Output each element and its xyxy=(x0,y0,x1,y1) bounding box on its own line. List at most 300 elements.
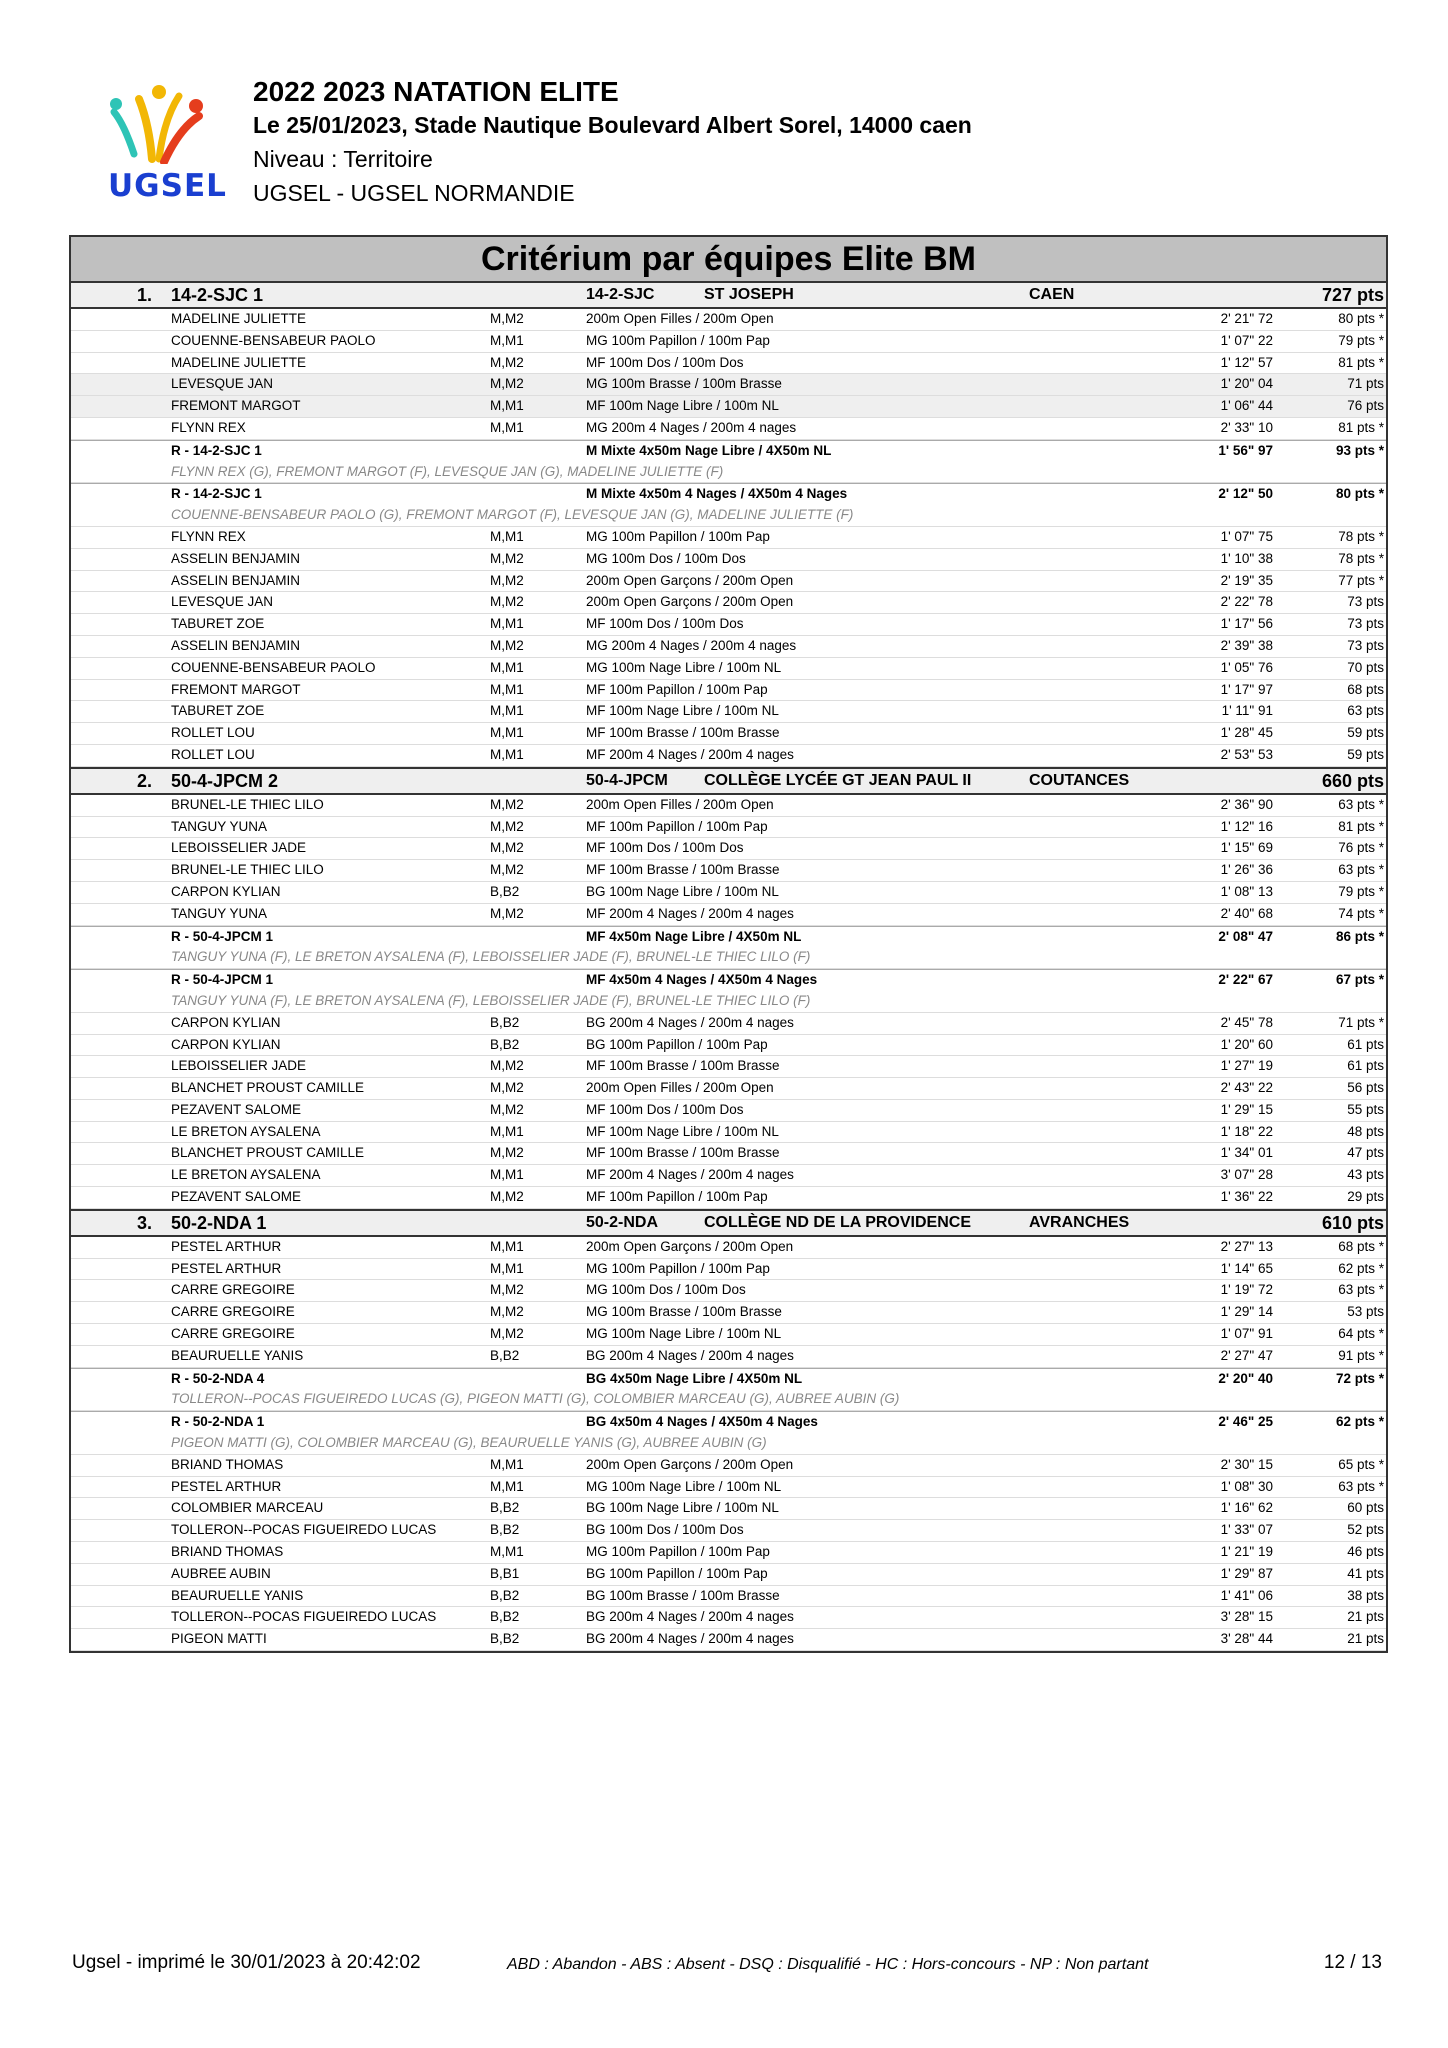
event-name: BG 100m Nage Libre / 100m NL xyxy=(586,883,779,899)
result-time: 3' 07" 28 xyxy=(1220,1167,1273,1183)
result-row xyxy=(71,353,1386,375)
result-points: 80 pts * xyxy=(1335,486,1384,502)
result-row xyxy=(71,571,1386,593)
result-points: 53 pts xyxy=(1347,1304,1384,1320)
result-points: 29 pts xyxy=(1347,1189,1384,1205)
result-time: 1' 29" 15 xyxy=(1220,1101,1273,1117)
result-row xyxy=(71,1035,1386,1057)
result-row xyxy=(71,636,1386,658)
result-points: 73 pts xyxy=(1347,616,1384,632)
swimmer-name: BEAURUELLE YANIS xyxy=(171,1587,304,1603)
swimmer-category: M,M1 xyxy=(490,1260,524,1276)
results-table xyxy=(69,235,1388,1653)
swimmer-category: M,M1 xyxy=(490,681,524,697)
relay-members-row xyxy=(71,947,1386,969)
swimmer-category: B,B2 xyxy=(490,1522,520,1538)
result-points: 47 pts xyxy=(1347,1145,1384,1161)
event-name: MG 100m Papillon / 100m Pap xyxy=(586,1260,770,1276)
result-time: 1' 16" 62 xyxy=(1220,1500,1273,1516)
swimmer-category: B,B2 xyxy=(490,1014,520,1030)
event-name: MF 4x50m Nage Libre / 4X50m NL xyxy=(586,928,802,944)
event-name: BG 100m Brasse / 100m Brasse xyxy=(586,1587,780,1603)
swimmer-name: TOLLERON--POCAS FIGUEIREDO LUCAS xyxy=(171,1609,437,1625)
result-time: 2' 43" 22 xyxy=(1220,1080,1273,1096)
event-name: MG 100m Nage Libre / 100m NL xyxy=(586,659,782,675)
swimmer-name: FREMONT MARGOT xyxy=(171,398,301,414)
result-points: 43 pts xyxy=(1347,1167,1384,1183)
swimmer-name: R - 50-2-NDA 1 xyxy=(171,1414,265,1430)
result-points: 80 pts * xyxy=(1338,311,1384,326)
swimmer-category: M,M1 xyxy=(490,1544,524,1560)
swimmer-name: PEZAVENT SALOME xyxy=(171,1189,302,1205)
result-time: 2' 36" 90 xyxy=(1220,796,1273,812)
relay-members: COUENNE-BENSABEUR PAOLO (G), FREMONT MARGOT (F), LEVESQUE JAN (G), MADELINE JULIETTE (F) xyxy=(171,507,854,523)
result-time: 1' 41" 06 xyxy=(1220,1587,1273,1603)
swimmer-category: M,M2 xyxy=(490,376,524,392)
swimmer-category: M,M1 xyxy=(490,528,524,544)
swimmer-name: R - 50-2-NDA 4 xyxy=(171,1370,265,1386)
event-name: MF 200m 4 Nages / 200m 4 nages xyxy=(586,746,794,762)
result-time: 2' 45" 78 xyxy=(1220,1014,1273,1030)
result-row xyxy=(71,838,1386,860)
result-points: 61 pts xyxy=(1347,1058,1384,1074)
swimmer-name: BRIAND THOMAS xyxy=(171,1544,284,1560)
swimmer-category: B,B2 xyxy=(490,1587,520,1603)
event-name: MF 100m Brasse / 100m Brasse xyxy=(586,1058,780,1074)
event-name: MF 100m Papillon / 100m Pap xyxy=(586,818,768,834)
relay-members: FLYNN REX (G), FREMONT MARGOT (F), LEVESQUE JAN (G), MADELINE JULIETTE (F) xyxy=(171,463,724,479)
swimmer-name: ASSELIN BENJAMIN xyxy=(171,572,301,588)
result-time: 2' 22" 78 xyxy=(1220,594,1273,610)
swimmer-name: COLOMBIER MARCEAU xyxy=(171,1500,324,1516)
event-name: MF 100m Brasse / 100m Brasse xyxy=(586,725,780,741)
result-time: 2' 39" 38 xyxy=(1220,637,1273,653)
swimmer-name: LE BRETON AYSALENA xyxy=(171,1123,321,1139)
result-time: 2' 53" 53 xyxy=(1220,746,1273,762)
result-row xyxy=(71,1302,1386,1324)
swimmer-category: M,M2 xyxy=(490,572,524,588)
result-points: 63 pts * xyxy=(1338,1282,1384,1298)
event-name: MF 100m Dos / 100m Dos xyxy=(586,1101,744,1117)
event-name: MG 100m Nage Libre / 100m NL xyxy=(586,1478,782,1494)
result-points: 68 pts xyxy=(1347,681,1384,697)
result-time: 1' 07" 22 xyxy=(1220,332,1273,348)
result-points: 62 pts * xyxy=(1335,1414,1384,1430)
event-name: MF 4x50m 4 Nages / 4X50m 4 Nages xyxy=(586,972,818,988)
competition-level: Niveau : Territoire xyxy=(253,146,433,172)
swimmer-category: M,M2 xyxy=(490,594,524,610)
result-time: 2' 40" 68 xyxy=(1220,905,1273,921)
swimmer-category: M,M2 xyxy=(490,637,524,653)
result-points: 70 pts xyxy=(1347,659,1384,675)
event-name: M Mixte 4x50m 4 Nages / 4X50m 4 Nages xyxy=(586,486,848,502)
swimmer-name: CARRE GREGOIRE xyxy=(171,1326,295,1342)
relay-members-row xyxy=(71,1389,1386,1411)
result-points: 78 pts * xyxy=(1338,528,1384,544)
team-club: ST JOSEPH xyxy=(704,286,794,303)
event-name: BG 100m Nage Libre / 100m NL xyxy=(586,1500,779,1516)
swimmer-name: LE BRETON AYSALENA xyxy=(171,1167,321,1183)
swimmer-name: FLYNN REX xyxy=(171,528,246,544)
result-row xyxy=(71,701,1386,723)
relay-row xyxy=(71,1411,1386,1433)
result-row xyxy=(71,331,1386,353)
result-row xyxy=(71,1629,1386,1651)
swimmer-name: TABURET ZOE xyxy=(171,703,265,719)
result-time: 1' 27" 19 xyxy=(1220,1058,1273,1074)
ugsel-logo xyxy=(104,74,227,214)
result-points: 91 pts * xyxy=(1338,1347,1384,1363)
competition-org: UGSEL - UGSEL NORMANDIE xyxy=(253,180,575,206)
result-points: 63 pts * xyxy=(1338,1478,1384,1494)
swimmer-name: R - 14-2-SJC 1 xyxy=(171,486,262,502)
team-city: COUTANCES xyxy=(1029,771,1130,789)
result-row xyxy=(71,1122,1386,1144)
swimmer-name: LEVESQUE JAN xyxy=(171,594,274,610)
relay-members-row xyxy=(71,1433,1386,1455)
result-time: 1' 34" 01 xyxy=(1220,1145,1273,1161)
event-name: BG 200m 4 Nages / 200m 4 nages xyxy=(586,1347,794,1363)
swimmer-category: B,B2 xyxy=(490,1631,520,1647)
swimmer-name: BLANCHET PROUST CAMILLE xyxy=(171,1145,365,1161)
event-name: MF 100m Brasse / 100m Brasse xyxy=(586,862,780,878)
swimmer-category: M,M1 xyxy=(490,725,524,741)
result-points: 59 pts xyxy=(1347,725,1384,741)
swimmer-name: BRIAND THOMAS xyxy=(171,1456,284,1472)
result-row xyxy=(71,882,1386,904)
result-points: 73 pts xyxy=(1347,637,1384,653)
event-name: MF 100m Brasse / 100m Brasse xyxy=(586,1145,780,1161)
swimmer-name: R - 14-2-SJC 1 xyxy=(171,442,262,458)
result-points: 60 pts xyxy=(1347,1500,1384,1516)
swimmer-category: M,M2 xyxy=(490,840,524,856)
swimmer-name: BEAURUELLE YANIS xyxy=(171,1347,304,1363)
team-code: 50-4-JPCM xyxy=(586,771,668,789)
team-rank: 1. xyxy=(137,285,153,305)
swimmer-name: COUENNE-BENSABEUR PAOLO xyxy=(171,332,376,348)
result-row xyxy=(71,904,1386,926)
swimmer-category: B,B1 xyxy=(490,1565,520,1581)
swimmer-name: ASSELIN BENJAMIN xyxy=(171,550,301,566)
result-time: 1' 10" 38 xyxy=(1220,550,1273,566)
result-points: 74 pts * xyxy=(1338,905,1384,921)
result-points: 63 pts * xyxy=(1338,796,1384,812)
swimmer-category: M,M1 xyxy=(490,332,524,348)
result-row xyxy=(71,1187,1386,1209)
result-row xyxy=(71,418,1386,440)
result-row xyxy=(71,817,1386,839)
swimmer-category: M,M2 xyxy=(490,905,524,921)
footer-printed: Ugsel - imprimé le 30/01/2023 à 20:42:02 xyxy=(72,1952,421,1973)
result-row xyxy=(71,374,1386,396)
result-points: 38 pts xyxy=(1347,1587,1384,1603)
swimmer-category: M,M1 xyxy=(490,419,524,435)
result-row xyxy=(71,396,1386,418)
result-time: 1' 18" 22 xyxy=(1220,1123,1273,1139)
result-points: 76 pts * xyxy=(1338,840,1384,856)
swimmer-category: M,M1 xyxy=(490,1456,524,1472)
result-time: 3' 28" 15 xyxy=(1220,1609,1273,1625)
swimmer-category: M,M1 xyxy=(490,398,524,414)
team-rank: 2. xyxy=(137,770,153,791)
relay-members-row xyxy=(71,991,1386,1013)
relay-row xyxy=(71,483,1386,505)
swimmer-name: CARPON KYLIAN xyxy=(171,1036,281,1052)
result-points: 55 pts xyxy=(1347,1101,1384,1117)
event-name: BG 200m 4 Nages / 200m 4 nages xyxy=(586,1014,794,1030)
swimmer-name: LEBOISSELIER JADE xyxy=(171,1058,307,1074)
result-time: 2' 21" 72 xyxy=(1220,311,1273,326)
result-time: 1' 56" 97 xyxy=(1218,442,1273,458)
result-row xyxy=(71,1324,1386,1346)
event-name: MF 100m Nage Libre / 100m NL xyxy=(586,703,779,719)
result-points: 41 pts xyxy=(1347,1565,1384,1581)
event-name: MG 100m Brasse / 100m Brasse xyxy=(586,376,782,392)
event-name: MF 100m Dos / 100m Dos xyxy=(586,616,744,632)
result-time: 1' 08" 30 xyxy=(1220,1478,1273,1494)
relay-members: TANGUY YUNA (F), LE BRETON AYSALENA (F), LEBOISSELIER JADE (F), BRUNEL-LE THIEC LILO (F) xyxy=(171,992,811,1008)
swimmer-name: TANGUY YUNA xyxy=(171,818,268,834)
relay-members: TANGUY YUNA (F), LE BRETON AYSALENA (F), LEBOISSELIER JADE (F), BRUNEL-LE THIEC LILO (F) xyxy=(171,949,811,965)
result-time: 1' 07" 75 xyxy=(1220,528,1273,544)
result-row xyxy=(71,1564,1386,1586)
result-time: 1' 26" 36 xyxy=(1220,862,1273,878)
result-time: 2' 33" 10 xyxy=(1220,419,1273,435)
swimmer-category: M,M2 xyxy=(490,1282,524,1298)
result-row xyxy=(71,745,1386,767)
swimmer-category: M,M1 xyxy=(490,1238,524,1254)
swimmer-category: M,M1 xyxy=(490,659,524,675)
result-row xyxy=(71,614,1386,636)
result-row xyxy=(71,658,1386,680)
swimmer-category: B,B2 xyxy=(490,1500,520,1516)
result-time: 2' 27" 13 xyxy=(1220,1238,1273,1254)
swimmer-category: M,M1 xyxy=(490,1167,524,1183)
team-club: COLLÈGE ND DE LA PROVIDENCE xyxy=(704,1213,971,1231)
event-name: MF 100m Nage Libre / 100m NL xyxy=(586,1123,779,1139)
swimmer-category: M,M2 xyxy=(490,311,524,326)
swimmer-name: ROLLET LOU xyxy=(171,725,255,741)
swimmer-name: CARPON KYLIAN xyxy=(171,1014,281,1030)
result-time: 1' 12" 16 xyxy=(1220,818,1273,834)
result-points: 21 pts xyxy=(1347,1631,1384,1647)
event-name: MF 100m Dos / 100m Dos xyxy=(586,840,744,856)
result-points: 61 pts xyxy=(1347,1036,1384,1052)
swimmer-category: M,M2 xyxy=(490,1080,524,1096)
event-name: MG 100m Nage Libre / 100m NL xyxy=(586,1326,782,1342)
event-name: BG 4x50m 4 Nages / 4X50m 4 Nages xyxy=(586,1414,818,1430)
result-points: 46 pts xyxy=(1347,1544,1384,1560)
result-points: 63 pts xyxy=(1347,703,1384,719)
event-name: M Mixte 4x50m Nage Libre / 4X50m NL xyxy=(586,442,832,458)
team-city: AVRANCHES xyxy=(1029,1213,1130,1231)
team-code: 50-2-NDA xyxy=(586,1213,659,1231)
result-row xyxy=(71,1542,1386,1564)
result-time: 1' 17" 97 xyxy=(1220,681,1273,697)
swimmer-name: MADELINE JULIETTE xyxy=(171,311,307,326)
result-row xyxy=(71,1259,1386,1281)
result-time: 1' 07" 91 xyxy=(1220,1326,1273,1342)
event-name: BG 100m Papillon / 100m Pap xyxy=(586,1565,768,1581)
result-points: 79 pts * xyxy=(1338,883,1384,899)
result-points: 71 pts xyxy=(1347,376,1384,392)
result-points: 93 pts * xyxy=(1335,442,1384,458)
event-name: MG 100m Papillon / 100m Pap xyxy=(586,528,770,544)
relay-members: TOLLERON--POCAS FIGUEIREDO LUCAS (G), PIGEON MATTI (G), COLOMBIER MARCEAU (G), AUBREE AUBIN (G) xyxy=(171,1391,900,1407)
result-time: 1' 15" 69 xyxy=(1220,840,1273,856)
event-name: 200m Open Filles / 200m Open xyxy=(586,796,774,812)
swimmer-category: M,M1 xyxy=(490,746,524,762)
result-row xyxy=(71,1280,1386,1302)
swimmer-name: PIGEON MATTI xyxy=(171,1631,267,1647)
footer-page-number: 12 / 13 xyxy=(1323,1952,1382,1973)
swimmer-category: B,B2 xyxy=(490,1609,520,1625)
event-name: BG 200m 4 Nages / 200m 4 nages xyxy=(586,1631,794,1647)
result-points: 52 pts xyxy=(1347,1522,1384,1538)
result-points: 79 pts * xyxy=(1338,332,1384,348)
result-row xyxy=(71,592,1386,614)
event-name: MG 200m 4 Nages / 200m 4 nages xyxy=(586,637,797,653)
event-name: MG 100m Papillon / 100m Pap xyxy=(586,1544,770,1560)
result-time: 1' 14" 65 xyxy=(1220,1260,1273,1276)
event-name: MF 200m 4 Nages / 200m 4 nages xyxy=(586,905,794,921)
event-name: MG 100m Brasse / 100m Brasse xyxy=(586,1304,782,1320)
relay-row xyxy=(71,969,1386,991)
result-row xyxy=(71,1520,1386,1542)
team-header xyxy=(71,283,1386,309)
result-time: 1' 20" 60 xyxy=(1220,1036,1273,1052)
swimmer-category: M,M2 xyxy=(490,550,524,566)
team-points: 727 pts xyxy=(1321,285,1384,305)
result-points: 67 pts * xyxy=(1335,972,1384,988)
swimmer-category: M,M2 xyxy=(490,1326,524,1342)
result-row xyxy=(71,1477,1386,1499)
swimmer-name: FREMONT MARGOT xyxy=(171,681,301,697)
relay-row xyxy=(71,926,1386,948)
result-row xyxy=(71,1078,1386,1100)
event-name: BG 100m Dos / 100m Dos xyxy=(586,1522,744,1538)
result-points: 81 pts * xyxy=(1338,419,1384,435)
result-row xyxy=(71,1143,1386,1165)
team-name: 14-2-SJC 1 xyxy=(171,285,264,305)
swimmer-name: LEBOISSELIER JADE xyxy=(171,840,307,856)
swimmer-name: TANGUY YUNA xyxy=(171,905,268,921)
result-time: 3' 28" 44 xyxy=(1220,1631,1273,1647)
event-name: BG 200m 4 Nages / 200m 4 nages xyxy=(586,1609,794,1625)
swimmer-name: PESTEL ARTHUR xyxy=(171,1260,282,1276)
event-name: MF 200m 4 Nages / 200m 4 nages xyxy=(586,1167,794,1183)
swimmer-name: R - 50-4-JPCM 1 xyxy=(171,928,274,944)
competition-title: 2022 2023 NATATION ELITE xyxy=(253,76,619,107)
result-time: 1' 21" 19 xyxy=(1220,1544,1273,1560)
swimmer-name: TABURET ZOE xyxy=(171,616,265,632)
document-header xyxy=(253,76,972,214)
result-points: 56 pts xyxy=(1347,1080,1384,1096)
result-time: 1' 11" 91 xyxy=(1221,703,1273,719)
swimmer-name: ASSELIN BENJAMIN xyxy=(171,637,301,653)
result-time: 1' 12" 57 xyxy=(1220,354,1273,370)
result-points: 62 pts * xyxy=(1338,1260,1384,1276)
team-city: CAEN xyxy=(1029,286,1075,303)
swimmer-name: CARPON KYLIAN xyxy=(171,883,281,899)
result-points: 63 pts * xyxy=(1338,862,1384,878)
swimmer-name: BRUNEL-LE THIEC LILO xyxy=(171,796,324,812)
swimmer-category: M,M2 xyxy=(490,1189,524,1205)
result-points: 78 pts * xyxy=(1338,550,1384,566)
result-row xyxy=(71,1100,1386,1122)
team-name: 50-4-JPCM 2 xyxy=(171,770,279,791)
event-name: BG 100m Papillon / 100m Pap xyxy=(586,1036,768,1052)
swimmer-name: CARRE GREGOIRE xyxy=(171,1282,295,1298)
event-name: MG 100m Dos / 100m Dos xyxy=(586,1282,746,1298)
result-row xyxy=(71,723,1386,745)
swimmer-name: PESTEL ARTHUR xyxy=(171,1478,282,1494)
relay-members-row xyxy=(71,462,1386,484)
team-header xyxy=(71,1209,1386,1237)
swimmer-category: B,B2 xyxy=(490,1036,520,1052)
result-time: 2' 19" 35 xyxy=(1220,572,1273,588)
result-points: 72 pts * xyxy=(1335,1370,1384,1386)
swimmer-name: COUENNE-BENSABEUR PAOLO xyxy=(171,659,376,675)
result-points: 48 pts xyxy=(1347,1123,1384,1139)
result-time: 1' 29" 87 xyxy=(1220,1565,1273,1581)
swimmer-name: PEZAVENT SALOME xyxy=(171,1101,302,1117)
event-name: MF 100m Dos / 100m Dos xyxy=(586,354,744,370)
swimmer-category: B,B2 xyxy=(490,1347,520,1363)
result-time: 2' 30" 15 xyxy=(1220,1456,1273,1472)
result-time: 2' 22" 67 xyxy=(1218,972,1273,988)
event-name: MF 100m Papillon / 100m Pap xyxy=(586,1189,768,1205)
result-points: 59 pts xyxy=(1347,746,1384,762)
swimmer-name: FLYNN REX xyxy=(171,419,246,435)
result-time: 2' 08" 47 xyxy=(1218,928,1273,944)
result-row xyxy=(71,1455,1386,1477)
result-points: 21 pts xyxy=(1347,1609,1384,1625)
result-points: 76 pts xyxy=(1347,398,1384,414)
result-row xyxy=(71,1498,1386,1520)
event-name: MG 200m 4 Nages / 200m 4 nages xyxy=(586,419,797,435)
result-points: 68 pts * xyxy=(1338,1238,1384,1254)
result-time: 1' 33" 07 xyxy=(1220,1522,1273,1538)
event-name: 200m Open Garçons / 200m Open xyxy=(586,1238,794,1254)
team-points: 660 pts xyxy=(1321,770,1384,791)
team-name: 50-2-NDA 1 xyxy=(171,1212,267,1233)
result-time: 1' 28" 45 xyxy=(1220,725,1273,741)
result-row xyxy=(71,1607,1386,1629)
result-row xyxy=(71,680,1386,702)
result-row xyxy=(71,309,1386,331)
event-name: MF 100m Papillon / 100m Pap xyxy=(586,681,768,697)
table-title: Critérium par équipes Elite BM xyxy=(71,237,1386,283)
result-time: 1' 29" 14 xyxy=(1220,1304,1273,1320)
event-name: 200m Open Garçons / 200m Open xyxy=(586,594,794,610)
swimmer-name: ROLLET LOU xyxy=(171,746,255,762)
team-code: 14-2-SJC xyxy=(586,286,655,303)
result-row xyxy=(71,549,1386,571)
relay-row xyxy=(71,1368,1386,1390)
result-row xyxy=(71,860,1386,882)
event-name: 200m Open Garçons / 200m Open xyxy=(586,572,794,588)
swimmer-category: M,M1 xyxy=(490,1123,524,1139)
team-points: 610 pts xyxy=(1321,1212,1384,1233)
swimmer-category: M,M2 xyxy=(490,354,524,370)
relay-row xyxy=(71,440,1386,462)
swimmer-name: TOLLERON--POCAS FIGUEIREDO LUCAS xyxy=(171,1522,437,1538)
competition-venue: Le 25/01/2023, Stade Nautique Boulevard Albert Sorel, 14000 caen xyxy=(253,112,972,138)
result-time: 2' 27" 47 xyxy=(1220,1347,1273,1363)
result-points: 81 pts * xyxy=(1338,818,1384,834)
result-points: 71 pts * xyxy=(1338,1014,1384,1030)
